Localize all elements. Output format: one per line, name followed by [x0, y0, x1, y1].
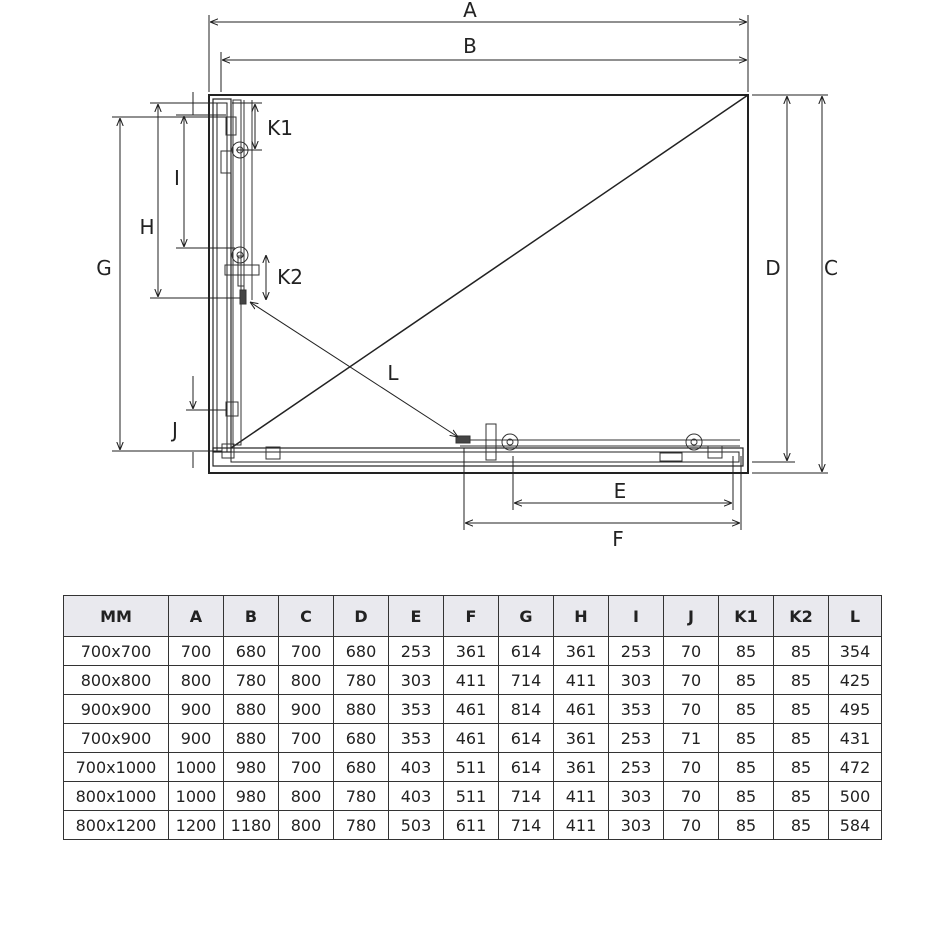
column-header: MM [64, 596, 169, 637]
column-header: H [554, 596, 609, 637]
value-cell: 85 [774, 695, 829, 724]
value-cell: 461 [554, 695, 609, 724]
diagonal-line [231, 95, 748, 448]
value-cell: 70 [664, 811, 719, 840]
value-cell: 361 [554, 637, 609, 666]
size-cell: 900x900 [64, 695, 169, 724]
value-cell: 584 [829, 811, 882, 840]
label-f: F [612, 527, 624, 551]
label-i: I [174, 166, 180, 190]
value-cell: 431 [829, 724, 882, 753]
dimension-a [209, 0, 748, 92]
value-cell: 85 [774, 637, 829, 666]
value-cell: 461 [444, 724, 499, 753]
table-row [64, 782, 882, 811]
value-cell: 1000 [169, 782, 224, 811]
value-cell: 472 [829, 753, 882, 782]
value-cell: 70 [664, 666, 719, 695]
label-l: L [387, 361, 399, 385]
dimension-l [250, 302, 458, 437]
value-cell: 680 [334, 724, 389, 753]
value-cell: 780 [224, 666, 279, 695]
column-header: J [664, 596, 719, 637]
dimensions-table [63, 595, 882, 840]
value-cell: 425 [829, 666, 882, 695]
value-cell: 70 [664, 782, 719, 811]
value-cell: 780 [334, 811, 389, 840]
column-header: L [829, 596, 882, 637]
value-cell: 614 [499, 753, 554, 782]
size-cell: 700x1000 [64, 753, 169, 782]
column-header: K1 [719, 596, 774, 637]
value-cell: 680 [334, 637, 389, 666]
column-header: B [224, 596, 279, 637]
value-cell: 503 [389, 811, 444, 840]
dimension-f [464, 448, 741, 551]
value-cell: 511 [444, 753, 499, 782]
value-cell: 361 [554, 753, 609, 782]
value-cell: 85 [774, 666, 829, 695]
value-cell: 85 [719, 695, 774, 724]
value-cell: 880 [224, 724, 279, 753]
column-header: I [609, 596, 664, 637]
label-e: E [613, 479, 627, 503]
value-cell: 411 [554, 811, 609, 840]
label-d: D [765, 256, 781, 280]
value-cell: 85 [774, 811, 829, 840]
value-cell: 403 [389, 753, 444, 782]
value-cell: 880 [334, 695, 389, 724]
column-header: G [499, 596, 554, 637]
value-cell: 614 [499, 724, 554, 753]
table-row [64, 695, 882, 724]
table-row [64, 753, 882, 782]
value-cell: 70 [664, 637, 719, 666]
value-cell: 614 [499, 637, 554, 666]
value-cell: 70 [664, 753, 719, 782]
value-cell: 85 [719, 666, 774, 695]
table-header-row [64, 596, 882, 637]
value-cell: 500 [829, 782, 882, 811]
value-cell: 85 [774, 753, 829, 782]
table-row [64, 637, 882, 666]
value-cell: 253 [609, 637, 664, 666]
label-a: A [463, 0, 477, 22]
value-cell: 361 [554, 724, 609, 753]
value-cell: 495 [829, 695, 882, 724]
value-cell: 900 [169, 724, 224, 753]
value-cell: 85 [719, 724, 774, 753]
value-cell: 714 [499, 811, 554, 840]
value-cell: 71 [664, 724, 719, 753]
value-cell: 85 [719, 753, 774, 782]
label-h: H [139, 215, 155, 239]
size-cell: 700x700 [64, 637, 169, 666]
value-cell: 353 [609, 695, 664, 724]
label-k2: K2 [277, 265, 303, 289]
column-header: D [334, 596, 389, 637]
label-g: G [96, 256, 112, 280]
value-cell: 411 [554, 782, 609, 811]
value-cell: 85 [774, 724, 829, 753]
value-cell: 800 [279, 782, 334, 811]
value-cell: 800 [169, 666, 224, 695]
value-cell: 780 [334, 782, 389, 811]
size-cell: 800x1200 [64, 811, 169, 840]
column-header: F [444, 596, 499, 637]
table-row [64, 724, 882, 753]
value-cell: 611 [444, 811, 499, 840]
dimension-d [752, 95, 795, 462]
value-cell: 303 [609, 811, 664, 840]
dimension-k1 [193, 92, 293, 150]
value-cell: 780 [334, 666, 389, 695]
value-cell: 85 [719, 782, 774, 811]
dimension-k2 [266, 255, 303, 300]
label-b: B [463, 34, 477, 58]
column-header: C [279, 596, 334, 637]
value-cell: 700 [169, 637, 224, 666]
value-cell: 85 [719, 637, 774, 666]
column-header: E [389, 596, 444, 637]
value-cell: 303 [389, 666, 444, 695]
value-cell: 253 [389, 637, 444, 666]
value-cell: 253 [609, 724, 664, 753]
value-cell: 980 [224, 753, 279, 782]
value-cell: 411 [444, 666, 499, 695]
size-cell: 800x800 [64, 666, 169, 695]
value-cell: 303 [609, 666, 664, 695]
value-cell: 511 [444, 782, 499, 811]
table-body [64, 637, 882, 840]
value-cell: 1200 [169, 811, 224, 840]
value-cell: 353 [389, 724, 444, 753]
table-row [64, 811, 882, 840]
value-cell: 354 [829, 637, 882, 666]
value-cell: 253 [609, 753, 664, 782]
value-cell: 1180 [224, 811, 279, 840]
label-k1: K1 [267, 116, 293, 140]
value-cell: 1000 [169, 753, 224, 782]
value-cell: 880 [224, 695, 279, 724]
value-cell: 700 [279, 724, 334, 753]
value-cell: 714 [499, 666, 554, 695]
value-cell: 714 [499, 782, 554, 811]
value-cell: 461 [444, 695, 499, 724]
dimension-e [513, 456, 733, 510]
value-cell: 411 [554, 666, 609, 695]
value-cell: 303 [609, 782, 664, 811]
dimension-c [752, 95, 838, 473]
dimension-j [170, 376, 226, 468]
value-cell: 700 [279, 637, 334, 666]
value-cell: 700 [279, 753, 334, 782]
value-cell: 980 [224, 782, 279, 811]
value-cell: 403 [389, 782, 444, 811]
value-cell: 85 [774, 782, 829, 811]
table-row [64, 666, 882, 695]
value-cell: 353 [389, 695, 444, 724]
value-cell: 800 [279, 666, 334, 695]
value-cell: 814 [499, 695, 554, 724]
size-cell: 700x900 [64, 724, 169, 753]
column-header: A [169, 596, 224, 637]
size-cell: 800x1000 [64, 782, 169, 811]
value-cell: 800 [279, 811, 334, 840]
value-cell: 85 [719, 811, 774, 840]
value-cell: 70 [664, 695, 719, 724]
value-cell: 900 [169, 695, 224, 724]
value-cell: 680 [224, 637, 279, 666]
column-header: K2 [774, 596, 829, 637]
value-cell: 900 [279, 695, 334, 724]
dimension-g [96, 117, 226, 451]
value-cell: 361 [444, 637, 499, 666]
label-j: J [172, 418, 178, 442]
label-c: C [824, 256, 838, 280]
value-cell: 680 [334, 753, 389, 782]
dimension-b [221, 34, 747, 92]
